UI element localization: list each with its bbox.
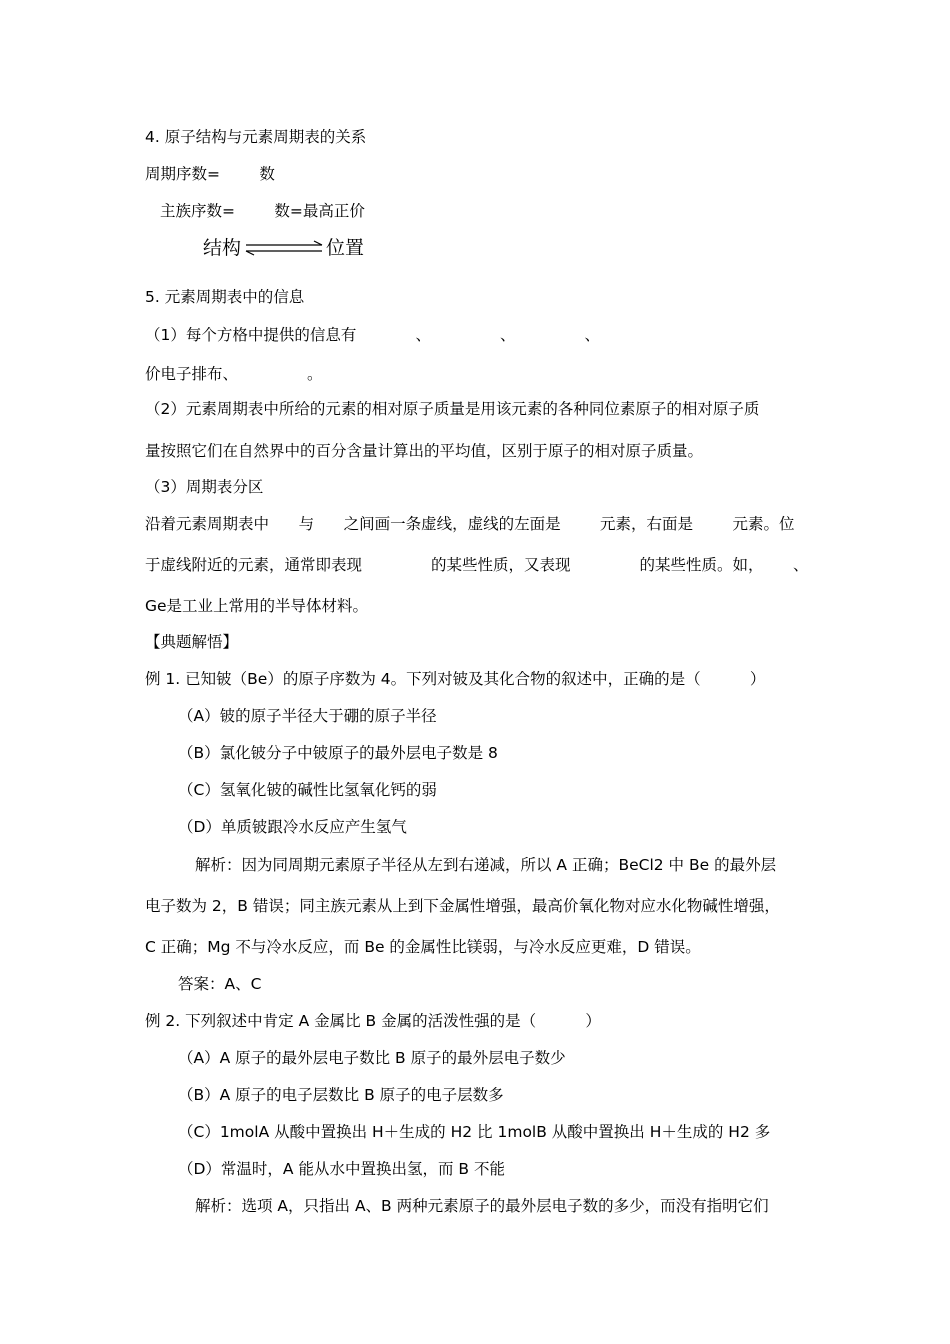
ex1-question: 例 1. 已知铍（Be）的原子序数为 4。下列对铍及其化合物的叙述中，正确的是（ ） — [145, 670, 766, 688]
ex1-option-a: （A）铍的原子半径大于硼的原子半径 — [178, 707, 437, 725]
ex1-analysis-line1: 解析：因为同周期元素原子半径从左到右递减，所以 A 正确；BeCl2 中 Be 的最外层 — [195, 856, 777, 874]
group-number-line: 主族序数= 数=最高正价 — [160, 202, 365, 220]
section4-heading: 4. 原子结构与元素周期表的关系 — [145, 128, 367, 146]
section5-heading: 5. 元素周期表中的信息 — [145, 288, 305, 306]
ex2-analysis-line1: 解析：选项 A，只指出 A、B 两种元素原子的最外层电子数的多少，而没有指明它们 — [195, 1197, 769, 1215]
item1-line-a: （1）每个方格中提供的信息有 、 、 、 — [145, 326, 600, 344]
ex1-option-b: （B）氯化铍分子中铍原子的最外层电子数是 8 — [178, 744, 498, 762]
ex2-option-a: （A）A 原子的最外层电子数比 B 原子的最外层电子数少 — [178, 1049, 566, 1067]
item3-para-line1: 沿着元素周期表中 与 之间画一条虚线，虚线的左面是 元素，右面是 元素。位 — [145, 515, 795, 533]
ex2-option-b: （B）A 原子的电子层数比 B 原子的电子层数多 — [178, 1086, 504, 1104]
double-arrow-icon — [242, 236, 326, 260]
examples-heading: 【典题解悟】 — [145, 633, 239, 651]
ex1-answer: 答案：A、C — [178, 975, 262, 993]
period-number-line: 周期序数= 数 — [145, 165, 275, 183]
item3-para-line2: 于虚线附近的元素，通常即表现 的某些性质，又表现 的某些性质。如， 、 — [145, 556, 809, 574]
ex2-option-c: （C）1molA 从酸中置换出 H＋生成的 H2 比 1molB 从酸中置换出 H＋生成的 H2 多 — [178, 1123, 771, 1141]
ex2-option-d: （D）常温时，A 能从水中置换出氢，而 B 不能 — [178, 1160, 505, 1178]
ex1-option-c: （C）氢氧化铍的碱性比氢氧化钙的弱 — [178, 781, 437, 799]
ex1-analysis-line3: C 正确；Mg 不与冷水反应，而 Be 的金属性比镁弱，与冷水反应更难，D 错误。 — [145, 938, 701, 956]
item3-heading: （3）周期表分区 — [145, 478, 264, 496]
item2-line-a: （2）元素周期表中所给的元素的相对原子质量是用该元素的各种同位素原子的相对原子质 — [145, 400, 760, 418]
item2-line-b: 量按照它们在自然界中的百分含量计算出的平均值，区别于原子的相对原子质量。 — [145, 442, 704, 460]
ex1-option-d: （D）单质铍跟冷水反应产生氢气 — [178, 818, 407, 836]
diagram-right-label: 位置 — [326, 237, 365, 259]
structure-position-diagram — [200, 232, 370, 266]
item3-para-line3: Ge是工业上常用的半导体材料。 — [145, 597, 369, 615]
ex2-question: 例 2. 下列叙述中肯定 A 金属比 B 金属的活泼性强的是（ ） — [145, 1012, 601, 1030]
item1-line-b: 价电子排布、 。 — [145, 365, 323, 383]
ex1-analysis-line2: 电子数为 2，B 错误；同主族元素从上到下金属性增强，最高价氧化物对应水化物碱性增强， — [145, 897, 780, 915]
diagram-left-label: 结构 — [203, 237, 242, 259]
